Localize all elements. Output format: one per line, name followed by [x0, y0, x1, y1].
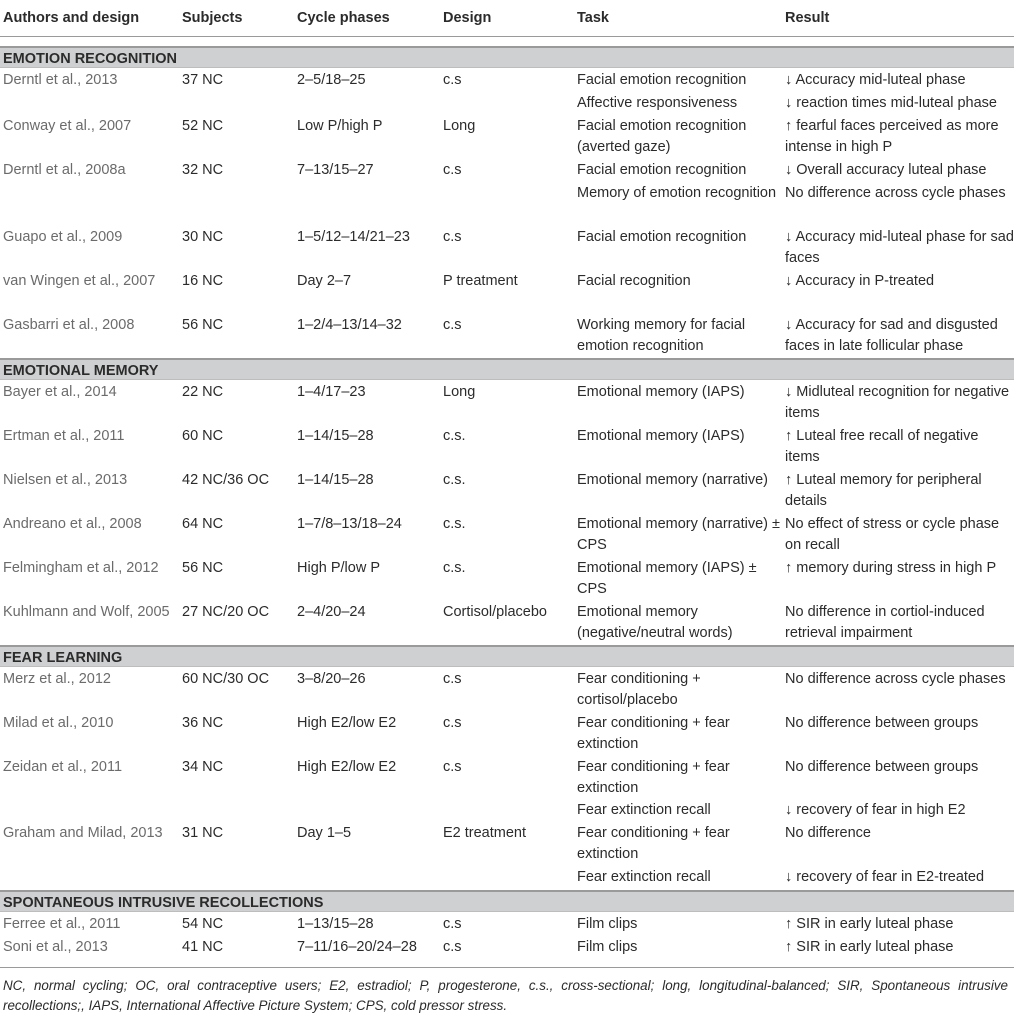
- cell-cycle-phases: 1–5/12–14/21–23: [297, 229, 410, 245]
- cell-subjects: 54 NC: [182, 916, 224, 932]
- header-cycle-phases: Cycle phases: [297, 10, 390, 26]
- cell-subjects: 36 NC: [182, 715, 224, 731]
- cell-subjects: 37 NC: [182, 72, 224, 88]
- cell-task: Facial recognition: [577, 273, 691, 289]
- cell-design: c.s: [443, 939, 462, 955]
- cell-subjects: 22 NC: [182, 384, 224, 400]
- cell-cycle-phases: 1–7/8–13/18–24: [297, 516, 402, 532]
- cell-result: ↑ SIR in early luteal phase: [785, 939, 954, 955]
- cell-authors: Ertman et al., 2011: [3, 428, 125, 444]
- cell-cycle-phases: High P/low P: [297, 560, 381, 576]
- cell-task: Fear conditioning + fear extinction: [577, 825, 730, 862]
- header-design: Design: [443, 10, 492, 26]
- cell-cycle-phases: 3–8/20–26: [297, 671, 366, 687]
- cell-task: Memory of emotion recognition: [577, 185, 777, 201]
- cell-task: Emotional memory (negative/neutral words): [577, 604, 733, 641]
- cell-task: Emotional memory (IAPS): [577, 428, 745, 444]
- cell-design: Long: [443, 384, 476, 400]
- cell-task: Film clips: [577, 916, 638, 932]
- cell-result: ↓ Overall accuracy luteal phase: [785, 162, 987, 178]
- cell-subjects: 31 NC: [182, 825, 224, 841]
- section-header: EMOTIONAL MEMORY: [0, 358, 1014, 380]
- cell-task: Emotional memory (narrative): [577, 472, 768, 488]
- bottom-rule: [0, 967, 1014, 968]
- cell-task: Facial emotion recognition: [577, 229, 747, 245]
- cell-result: ↑ Luteal free recall of negative items: [785, 428, 979, 465]
- cell-subjects: 34 NC: [182, 759, 224, 775]
- cell-design: P treatment: [443, 273, 518, 289]
- cell-subjects: 32 NC: [182, 162, 224, 178]
- cell-task: Film clips: [577, 939, 638, 955]
- cell-authors: Ferree et al., 2011: [3, 916, 121, 932]
- cell-cycle-phases: 2–5/18–25: [297, 72, 366, 88]
- cell-task: Facial emotion recognition: [577, 72, 747, 88]
- cell-task: Facial emotion recognition: [577, 162, 747, 178]
- cell-result: ↓ Accuracy mid-luteal phase for sad faces: [785, 229, 1014, 266]
- cell-task: Fear conditioning + cortisol/placebo: [577, 671, 701, 708]
- cell-cycle-phases: 1–13/15–28: [297, 916, 374, 932]
- cell-task: Affective responsiveness: [577, 95, 738, 111]
- cell-design: c.s.: [443, 516, 466, 532]
- cell-design: Cortisol/placebo: [443, 604, 547, 620]
- cell-design: c.s: [443, 162, 462, 178]
- cell-authors: Zeidan et al., 2011: [3, 759, 123, 775]
- cell-task: Fear conditioning + fear extinction: [577, 759, 730, 796]
- cell-task: Fear extinction recall: [577, 802, 711, 818]
- cell-cycle-phases: High E2/low E2: [297, 715, 397, 731]
- cell-result: No difference in cortiol-induced retrieval impairment: [785, 604, 985, 641]
- cell-result: ↓ reaction times mid-luteal phase: [785, 95, 997, 111]
- header-authors: Authors and design: [3, 10, 140, 26]
- cell-subjects: 60 NC/30 OC: [182, 671, 270, 687]
- cell-design: Long: [443, 118, 476, 134]
- cell-authors: Nielsen et al., 2013: [3, 472, 128, 488]
- cell-result: ↓ recovery of fear in E2-treated: [785, 869, 985, 885]
- cell-cycle-phases: 7–13/15–27: [297, 162, 374, 178]
- cell-design: c.s.: [443, 560, 466, 576]
- cell-subjects: 60 NC: [182, 428, 224, 444]
- cell-result: No difference between groups: [785, 759, 979, 775]
- cell-subjects: 16 NC: [182, 273, 224, 289]
- cell-result: ↓ Accuracy for sad and disgusted faces in late follicular phase: [785, 317, 998, 354]
- cell-result: No difference between groups: [785, 715, 979, 731]
- cell-design: c.s: [443, 229, 462, 245]
- cell-design: c.s.: [443, 472, 466, 488]
- cell-authors: Felmingham et al., 2012: [3, 560, 159, 576]
- cell-authors: Merz et al., 2012: [3, 671, 111, 687]
- cell-design: c.s: [443, 715, 462, 731]
- cell-task: Facial emotion recognition (averted gaze): [577, 118, 747, 155]
- cell-design: c.s: [443, 317, 462, 333]
- cell-design: c.s.: [443, 428, 466, 444]
- cell-authors: Soni et al., 2013: [3, 939, 108, 955]
- cell-authors: Milad et al., 2010: [3, 715, 114, 731]
- cell-cycle-phases: Day 1–5: [297, 825, 352, 841]
- cell-authors: Andreano et al., 2008: [3, 516, 142, 532]
- cell-cycle-phases: 1–14/15–28: [297, 428, 374, 444]
- section-header: FEAR LEARNING: [0, 645, 1014, 667]
- header-task: Task: [577, 10, 609, 26]
- cell-authors: van Wingen et al., 2007: [3, 273, 156, 289]
- cell-cycle-phases: 1–14/15–28: [297, 472, 374, 488]
- cell-subjects: 27 NC/20 OC: [182, 604, 270, 620]
- cell-design: c.s: [443, 759, 462, 775]
- cell-design: E2 treatment: [443, 825, 527, 841]
- cell-task: Emotional memory (narrative) ± CPS: [577, 516, 780, 553]
- cell-authors: Gasbarri et al., 2008: [3, 317, 135, 333]
- cell-cycle-phases: 7–11/16–20/24–28: [297, 939, 417, 955]
- cell-design: c.s: [443, 72, 462, 88]
- cell-subjects: 52 NC: [182, 118, 224, 134]
- cell-result: No effect of stress or cycle phase on recall: [785, 516, 1000, 553]
- cell-authors: Conway et al., 2007: [3, 118, 132, 134]
- header-result: Result: [785, 10, 830, 26]
- cell-result: No difference across cycle phases: [785, 671, 1006, 687]
- cell-cycle-phases: Day 2–7: [297, 273, 352, 289]
- cell-subjects: 56 NC: [182, 317, 224, 333]
- cell-result: ↑ SIR in early luteal phase: [785, 916, 954, 932]
- cell-task: Fear extinction recall: [577, 869, 711, 885]
- cell-result: No difference: [785, 825, 871, 841]
- cell-result: ↑ fearful faces perceived as more intense in high P: [785, 118, 999, 155]
- cell-authors: Derntl et al., 2013: [3, 72, 118, 88]
- table-footnote: NC, normal cycling; OC, oral contraceptive users; E2, estradiol; P, progesterone, c.s., cross-sectional; long, longitudinal-balanced; SIR, Spontaneous intrusive recollections;, IAPS, International Affective Picture System; CPS, cold pressor stress.: [3, 978, 1008, 1013]
- cell-subjects: 56 NC: [182, 560, 224, 576]
- cell-result: No difference across cycle phases: [785, 185, 1006, 201]
- cell-task: Fear conditioning + fear extinction: [577, 715, 730, 752]
- cell-task: Emotional memory (IAPS): [577, 384, 745, 400]
- section-header: EMOTION RECOGNITION: [0, 46, 1014, 68]
- cell-authors: Derntl et al., 2008a: [3, 162, 126, 178]
- cell-result: ↑ Luteal memory for peripheral details: [785, 472, 982, 509]
- header-subjects: Subjects: [182, 10, 243, 26]
- cell-task: Working memory for facial emotion recognition: [577, 317, 746, 354]
- cell-authors: Kuhlmann and Wolf, 2005: [3, 604, 170, 620]
- cell-design: c.s: [443, 671, 462, 687]
- cell-authors: Bayer et al., 2014: [3, 384, 117, 400]
- cell-cycle-phases: 1–4/17–23: [297, 384, 366, 400]
- cell-subjects: 42 NC/36 OC: [182, 472, 270, 488]
- header-rule: [0, 36, 1014, 37]
- cell-result: ↓ Accuracy in P-treated: [785, 273, 935, 289]
- cell-subjects: 30 NC: [182, 229, 224, 245]
- cell-design: c.s: [443, 916, 462, 932]
- cell-task: Emotional memory (IAPS) ± CPS: [577, 560, 757, 597]
- section-header: SPONTANEOUS INTRUSIVE RECOLLECTIONS: [0, 890, 1014, 912]
- cell-cycle-phases: 2–4/20–24: [297, 604, 366, 620]
- cell-authors: Guapo et al., 2009: [3, 229, 123, 245]
- cell-result: ↓ Midluteal recognition for negative items: [785, 384, 1010, 421]
- cell-cycle-phases: High E2/low E2: [297, 759, 397, 775]
- cell-cycle-phases: 1–2/4–13/14–32: [297, 317, 402, 333]
- cell-authors: Graham and Milad, 2013: [3, 825, 163, 841]
- cell-result: ↓ recovery of fear in high E2: [785, 802, 966, 818]
- cell-subjects: 64 NC: [182, 516, 224, 532]
- cell-result: ↑ memory during stress in high P: [785, 560, 997, 576]
- cell-result: ↓ Accuracy mid-luteal phase: [785, 72, 966, 88]
- cell-cycle-phases: Low P/high P: [297, 118, 383, 134]
- cell-subjects: 41 NC: [182, 939, 224, 955]
